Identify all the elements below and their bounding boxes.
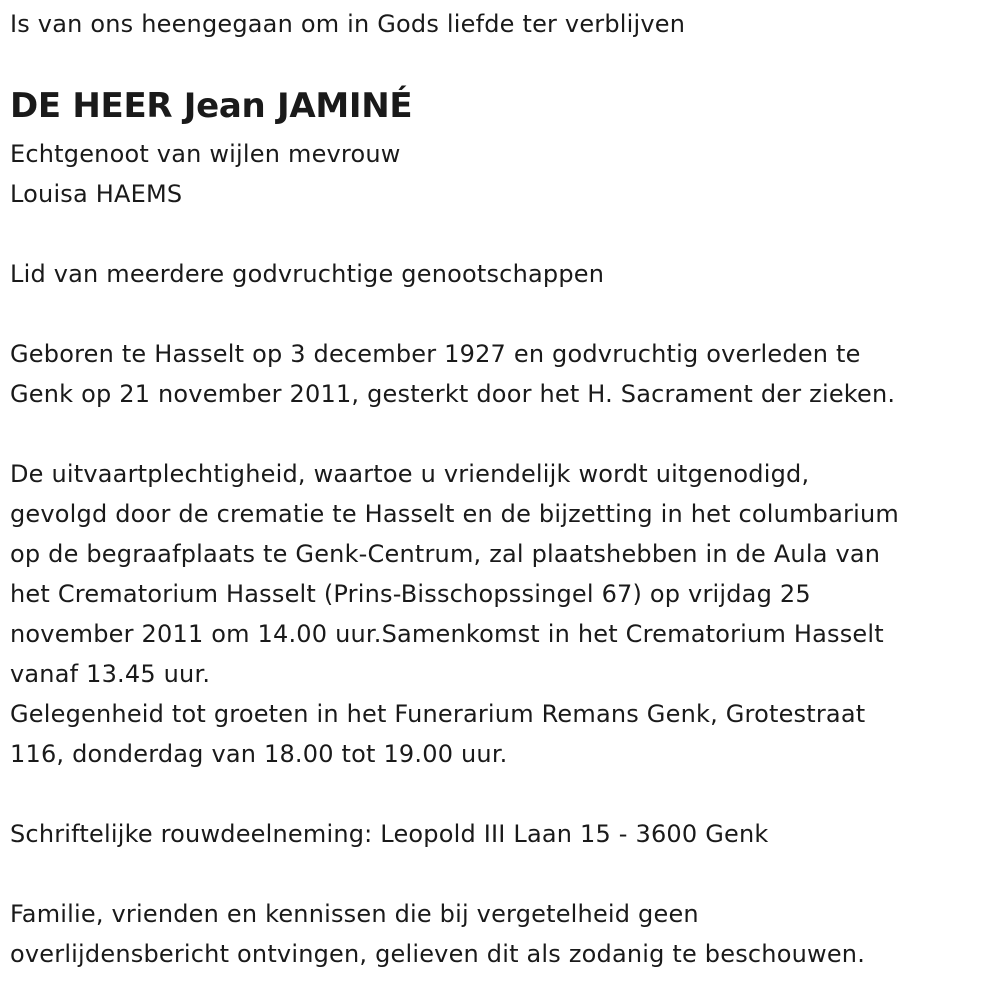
spouse-line-1: Echtgenoot van wijlen mevrouw	[10, 140, 401, 168]
funeral-line-6: vanaf 13.45 uur.	[10, 660, 211, 688]
closing-line-2: overlijdensbericht ontvingen, gelieven dit als zodanig te beschouwen.	[10, 940, 866, 968]
funeral-line-4: het Crematorium Hasselt (Prins-Bisschopssingel 67) op vrijdag 25	[10, 580, 811, 608]
birth-death-line-2: Genk op 21 november 2011, gesterkt door het H. Sacrament der zieken.	[10, 380, 896, 408]
condolence-address: Schriftelijke rouwdeelneming: Leopold III Laan 15 - 3600 Genk	[10, 820, 769, 848]
closing-line-1: Familie, vrienden en kennissen die bij vergetelheid geen	[10, 900, 699, 928]
visitation-line-2: 116, donderdag van 18.00 tot 19.00 uur.	[10, 740, 508, 768]
visitation-line-1: Gelegenheid tot groeten in het Funerarium Remans Genk, Grotestraat	[10, 700, 866, 728]
funeral-line-3: op de begraafplaats te Genk-Centrum, zal plaatshebben in de Aula van	[10, 540, 881, 568]
spouse-line-2: Louisa HAEMS	[10, 180, 183, 208]
funeral-line-1: De uitvaartplechtigheid, waartoe u vriendelijk wordt uitgenodigd,	[10, 460, 810, 488]
intro-text: Is van ons heengegaan om in Gods liefde ter verblijven	[10, 10, 686, 38]
deceased-name: DE HEER Jean JAMINÉ	[10, 86, 413, 126]
membership-text: Lid van meerdere godvruchtige genootschappen	[10, 260, 605, 288]
birth-death-line-1: Geboren te Hasselt op 3 december 1927 en godvruchtig overleden te	[10, 340, 861, 368]
funeral-line-2: gevolgd door de crematie te Hasselt en de bijzetting in het columbarium	[10, 500, 899, 528]
funeral-line-5: november 2011 om 14.00 uur.Samenkomst in het Crematorium Hasselt	[10, 620, 884, 648]
